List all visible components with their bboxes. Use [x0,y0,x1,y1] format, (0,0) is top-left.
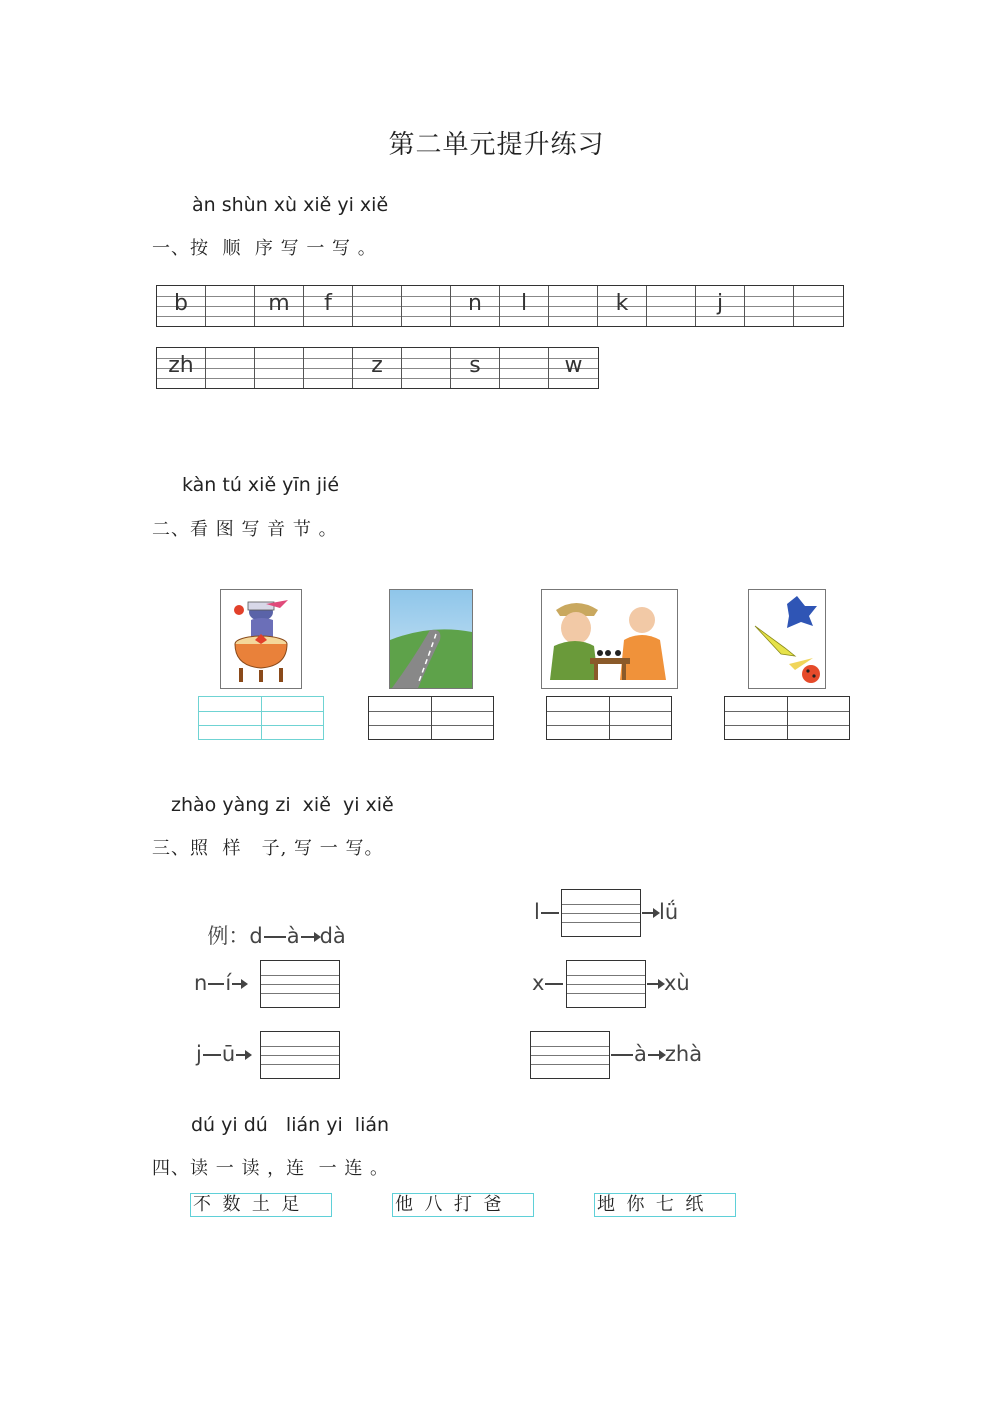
example-result: dà [319,924,346,948]
arrow-icon [647,983,663,985]
formula-initial-x [532,971,564,995]
word-group-3[interactable]: 地 你 七 纸 [594,1193,736,1217]
answer-box-road[interactable] [368,696,494,740]
formula-initial: l [534,900,540,924]
grid-cell[interactable] [402,286,451,326]
section4-pinyin: dú yi dú lián yi lián [191,1114,390,1136]
grid-cell[interactable] [206,348,255,388]
grid-cell[interactable] [304,348,353,388]
example-formula [194,900,346,948]
section3-heading: 三、照 样 子, 写 一 写。 [152,838,384,859]
word-group-2[interactable]: 他 八 打 爸 [392,1193,534,1217]
grid-letter: w [564,353,583,378]
grid-cell[interactable] [353,348,402,388]
grid-letter: n [468,291,482,316]
grid-cell[interactable] [794,286,843,326]
grid-letter: m [268,291,290,316]
grid-cell[interactable] [500,286,549,326]
grid-letter: z [371,353,383,378]
formula-result-xu [646,971,690,995]
arrow-icon [236,1054,250,1056]
grid-cell[interactable] [451,348,500,388]
answer-box-drum[interactable] [198,696,324,740]
formula-result-lv [641,900,678,924]
section1-pinyin: àn shùn xù xiě yi xiě [192,194,389,216]
road-picture [389,589,473,689]
formula-result: xù [664,971,690,995]
grid-cell[interactable] [451,286,500,326]
grid-cell[interactable] [206,286,255,326]
grid-cell[interactable] [696,286,745,326]
grid-cell[interactable] [402,348,451,388]
grid-cell[interactable] [647,286,696,326]
arrow-icon [232,983,246,985]
grid-cell[interactable] [549,286,598,326]
formula-a-zha [610,1042,702,1066]
arrow-icon [648,1054,664,1056]
grid-cell[interactable] [353,286,402,326]
arrow-icon [642,912,658,914]
grid-letter: j [716,291,724,316]
section2-pinyin: kàn tú xiě yīn jié [182,474,340,496]
example-label: 例： [207,924,250,948]
formula-initial: x [532,971,545,995]
formula-final: í [225,971,232,995]
grid-letter: k [615,291,629,316]
chess-picture [541,589,678,689]
answer-box-chess[interactable] [546,696,672,740]
alphabet-grid-row1 [156,285,844,327]
formula-answer-box[interactable] [566,960,646,1008]
formula-final: à [634,1042,647,1066]
grid-cell[interactable] [745,286,794,326]
grid-cell[interactable] [549,348,598,388]
dash-line [545,983,563,985]
example-initial: d [249,924,263,948]
section4-heading: 四、读 一 读 ，连 一 连 。 [152,1158,390,1179]
answer-box-origami[interactable] [724,696,850,740]
grid-cell[interactable] [598,286,647,326]
drum-picture [220,589,302,689]
grid-cell[interactable] [157,348,206,388]
grid-letter: s [469,353,481,378]
section1-heading: 一、按 顺 序 写 一 写 。 [152,238,377,259]
grid-letter: zh [168,353,194,378]
formula-answer-box[interactable] [260,960,340,1008]
alphabet-grid-row2 [156,347,599,389]
grid-cell[interactable] [500,348,549,388]
formula-answer-box[interactable] [530,1031,610,1079]
formula-j-u [196,1042,251,1066]
dash-line [541,912,559,914]
formula-initial: j [196,1042,202,1066]
formula-initial-l [534,900,560,924]
grid-cell[interactable] [255,286,304,326]
formula-result: zhà [664,1042,703,1066]
dash-line [264,936,286,938]
formula-result: lǘ [659,900,679,924]
grid-letter: f [324,291,332,316]
origami-picture [748,589,826,689]
grid-cell[interactable] [157,286,206,326]
formula-answer-box[interactable] [561,889,641,937]
dash-line [208,983,224,985]
grid-letter: l [520,291,528,316]
formula-final: ū [221,1042,236,1066]
formula-answer-box[interactable] [260,1031,340,1079]
formula-n-i [194,971,247,995]
formula-initial: n [194,971,208,995]
grid-cell[interactable] [255,348,304,388]
grid-cell[interactable] [304,286,353,326]
section2-heading: 二、看 图 写 音 节 。 [152,519,338,540]
word-group-1[interactable]: 不 数 土 足 [190,1193,332,1217]
dash-line [611,1054,633,1056]
example-final: à [286,924,300,948]
page-title: 第二单元提升练习 [388,130,605,160]
arrow-icon [301,936,319,938]
dash-line [203,1054,221,1056]
section3-pinyin: zhào yàng zi xiě yi xiě [171,794,394,816]
grid-letter: b [174,291,188,316]
